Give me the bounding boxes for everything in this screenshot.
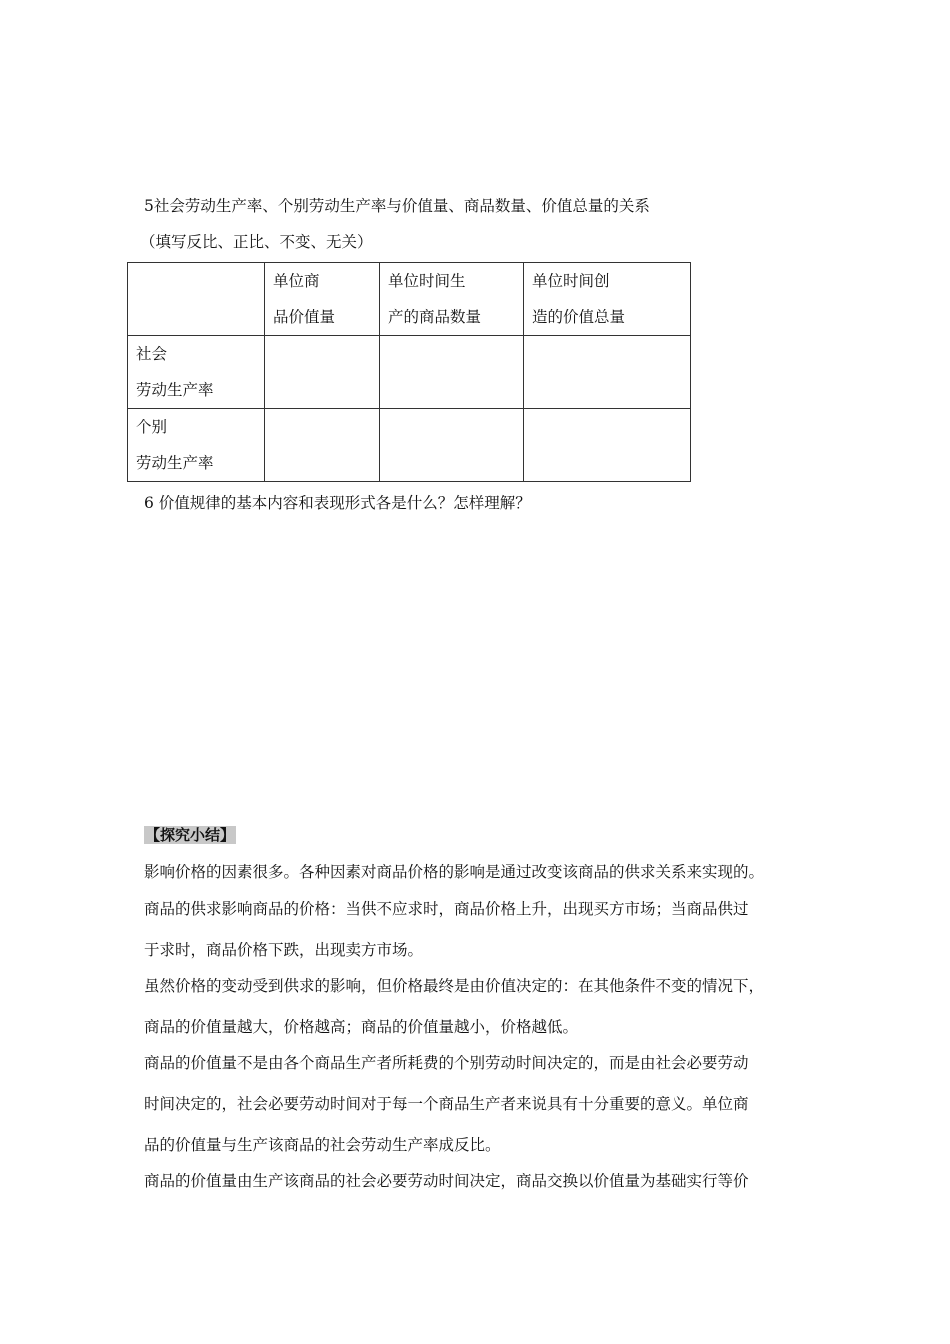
summary-line: 于求时，商品价格下跌，出现卖方市场。 — [144, 941, 424, 959]
question-5-title: 5社会劳动生产率、个别劳动生产率与价值量、商品数量、价值总量的关系 — [144, 197, 650, 215]
summary-line: 商品的供求影响商品的价格：当供不应求时，商品价格上升，出现买方市场；当商品供过 — [144, 900, 749, 918]
answer-cell[interactable] — [380, 336, 524, 409]
summary-line: 商品的价值量不是由各个商品生产者所耗费的个别劳动时间决定的，而是由社会必要劳动 — [144, 1054, 749, 1072]
table-header-cell — [128, 263, 265, 336]
summary-heading: 【探究小结】 — [145, 826, 236, 844]
table-header-cell — [524, 263, 691, 336]
question-5-hint: （填写反比、正比、不变、无关） — [140, 233, 373, 251]
summary-heading-wrap — [144, 824, 236, 845]
summary-line: 商品的价值量越大，价格越高；商品的价值量越小，价格越低。 — [144, 1018, 579, 1036]
row-label-line: 个别 — [136, 418, 168, 436]
summary-line: 时间决定的，社会必要劳动时间对于每一个商品生产者来说具有十分重要的意义。单位商 — [144, 1095, 749, 1113]
row-label-cell — [128, 336, 265, 409]
row-label-cell — [128, 409, 265, 482]
question-6-text: 6 价值规律的基本内容和表现形式各是什么？怎样理解？ — [144, 494, 531, 512]
answer-cell[interactable] — [265, 409, 380, 482]
relationship-table — [127, 262, 691, 482]
row-label-line: 劳动生产率 — [136, 381, 214, 399]
header-line: 单位时间创 — [532, 272, 610, 290]
header-line: 单位商 — [273, 272, 320, 290]
answer-cell[interactable] — [524, 336, 691, 409]
row-label-line: 社会 — [136, 345, 168, 363]
answer-cell[interactable] — [524, 409, 691, 482]
summary-line: 商品的价值量由生产该商品的社会必要劳动时间决定，商品交换以价值量为基础实行等价 — [144, 1172, 749, 1190]
table-header-cell — [265, 263, 380, 336]
summary-line: 影响价格的因素很多。各种因素对商品价格的影响是通过改变该商品的供求关系来实现的。 — [144, 863, 765, 881]
table-header-cell — [380, 263, 524, 336]
table-row — [128, 409, 691, 482]
header-line: 品价值量 — [273, 308, 336, 326]
header-line: 造的价值总量 — [532, 308, 626, 326]
row-label-line: 劳动生产率 — [136, 454, 214, 472]
header-line: 产的商品数量 — [388, 308, 482, 326]
summary-line: 虽然价格的变动受到供求的影响，但价格最终是由价值决定的：在其他条件不变的情况下， — [144, 977, 765, 995]
summary-line: 品的价值量与生产该商品的社会劳动生产率成反比。 — [144, 1136, 501, 1154]
table-row — [128, 336, 691, 409]
table-header-row — [128, 263, 691, 336]
header-line: 单位时间生 — [388, 272, 466, 290]
answer-cell[interactable] — [265, 336, 380, 409]
answer-cell[interactable] — [380, 409, 524, 482]
